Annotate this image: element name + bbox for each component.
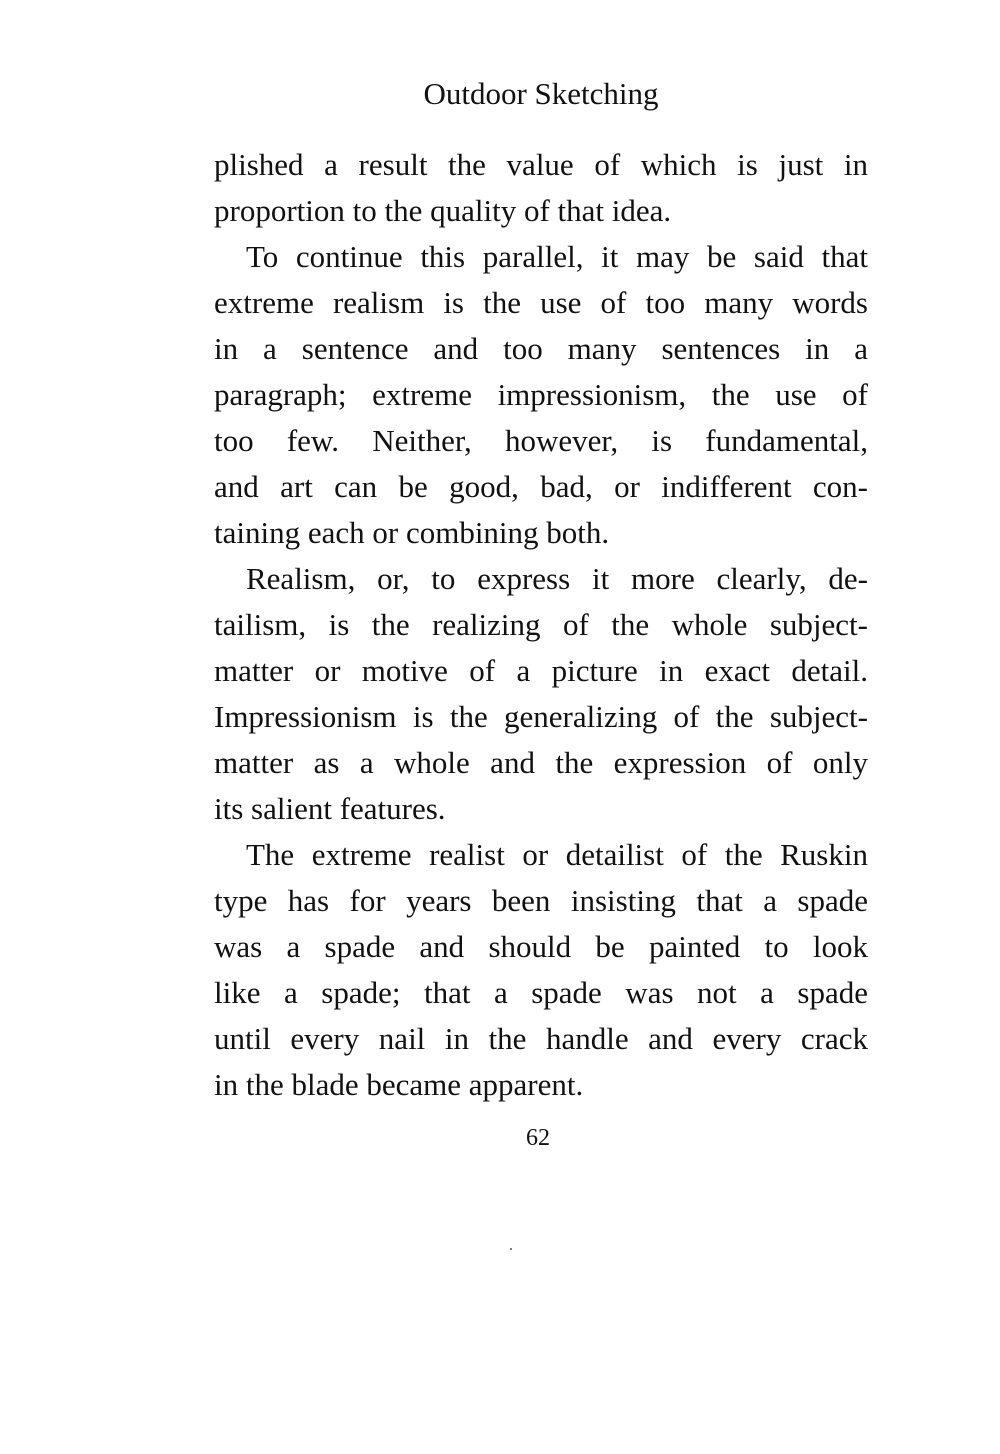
text-line: Realism, or, to express it more clearly, de- bbox=[246, 561, 868, 596]
text-line: proportion to the quality of that idea. bbox=[214, 193, 672, 228]
text-line: plished a result the value of which is just in bbox=[214, 147, 868, 182]
text-line: and art can be good, bad, or indifferent con- bbox=[214, 469, 868, 504]
body-text bbox=[214, 142, 868, 1108]
text-line: was a spade and should be painted to look bbox=[214, 929, 868, 964]
paragraph-3 bbox=[214, 556, 868, 832]
text-line: like a spade; that a spade was not a spade bbox=[214, 975, 868, 1010]
text-line: its salient features. bbox=[214, 791, 446, 826]
text-line: until every nail in the handle and every crack bbox=[214, 1021, 868, 1056]
paragraph-2 bbox=[214, 234, 868, 556]
paragraph-4 bbox=[214, 832, 868, 1108]
scan-speck bbox=[510, 1248, 512, 1250]
text-line: tailism, is the realizing of the whole subject- bbox=[214, 607, 868, 642]
text-line: The extreme realist or detailist of the Ruskin bbox=[246, 837, 868, 872]
text-line: type has for years been insisting that a spade bbox=[214, 883, 868, 918]
paragraph-1 bbox=[214, 142, 868, 234]
page-number: 62 bbox=[526, 1125, 550, 1151]
text-line: matter or motive of a picture in exact detail. bbox=[214, 653, 868, 688]
running-head: Outdoor Sketching bbox=[423, 76, 659, 111]
text-line: To continue this parallel, it may be said that bbox=[246, 239, 868, 274]
text-line: Impressionism is the generalizing of the subject- bbox=[214, 699, 868, 734]
text-line: in a sentence and too many sentences in a bbox=[214, 331, 868, 366]
text-line: taining each or combining both. bbox=[214, 515, 610, 550]
text-line: too few. Neither, however, is fundamental, bbox=[214, 423, 868, 458]
text-line: matter as a whole and the expression of only bbox=[214, 745, 868, 780]
text-line: extreme realism is the use of too many words bbox=[214, 285, 868, 320]
text-line: paragraph; extreme impressionism, the use of bbox=[214, 377, 868, 412]
text-line: in the blade became apparent. bbox=[214, 1067, 584, 1102]
